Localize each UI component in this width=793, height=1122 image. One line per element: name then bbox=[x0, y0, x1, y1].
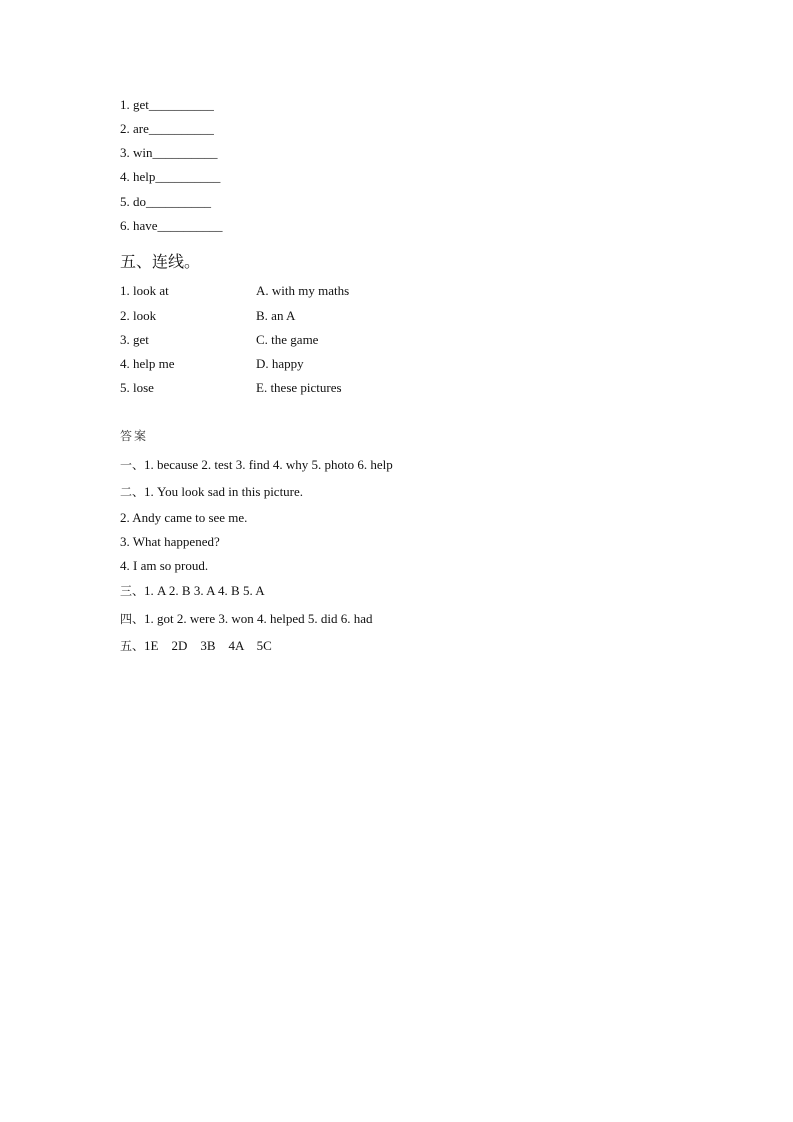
answer-2-line-4: 4. I am so proud. bbox=[120, 558, 209, 573]
answer-prefix-4: 四、 bbox=[120, 612, 145, 626]
answer-text-4: 1. got 2. were 3. won 4. helped 5. did 6. had bbox=[144, 611, 373, 626]
answer-prefix-2: 二、 bbox=[120, 485, 145, 499]
section-5-title: 五、连线。 bbox=[120, 252, 201, 271]
match-right-c: C. the game bbox=[256, 332, 319, 347]
answer-section-4 bbox=[120, 611, 373, 627]
fill-item-5: 5. do__________ bbox=[120, 194, 211, 209]
answer-section-2 bbox=[120, 484, 303, 500]
match-left-2: 2. look bbox=[120, 308, 157, 323]
fill-item-6: 6. have__________ bbox=[120, 218, 223, 233]
answer-prefix-1: 一、 bbox=[120, 458, 145, 472]
match-right-a: A. with my maths bbox=[256, 283, 350, 298]
answer-section-1 bbox=[120, 457, 393, 473]
answer-2-line-3: 3. What happened? bbox=[120, 534, 220, 549]
fill-item-2: 2. are__________ bbox=[120, 121, 214, 136]
match-right-d: D. happy bbox=[256, 356, 304, 371]
answer-2-line-2: 2. Andy came to see me. bbox=[120, 510, 248, 525]
match-right-e: E. these pictures bbox=[256, 380, 342, 395]
match-left-3: 3. get bbox=[120, 332, 149, 347]
match-left-1: 1. look at bbox=[120, 283, 169, 298]
answer-text-5: 1E 2D 3B 4A 5C bbox=[144, 638, 272, 653]
match-left-4: 4. help me bbox=[120, 356, 175, 371]
answers-heading: 答案 bbox=[120, 429, 149, 443]
fill-item-1: 1. get__________ bbox=[120, 97, 214, 112]
match-left-5: 5. lose bbox=[120, 380, 154, 395]
match-right-b: B. an A bbox=[256, 308, 296, 323]
answer-section-5 bbox=[120, 638, 272, 654]
answer-text-3: 1. A 2. B 3. A 4. B 5. A bbox=[144, 583, 265, 598]
fill-item-3: 3. win__________ bbox=[120, 145, 218, 160]
answer-text-2: 1. You look sad in this picture. bbox=[144, 484, 304, 499]
answer-prefix-5: 五、 bbox=[120, 639, 145, 653]
answer-text-1: 1. because 2. test 3. find 4. why 5. photo 6. help bbox=[144, 457, 393, 472]
answer-section-3 bbox=[120, 583, 265, 599]
fill-item-4: 4. help__________ bbox=[120, 169, 221, 184]
answer-prefix-3: 三、 bbox=[120, 584, 145, 598]
